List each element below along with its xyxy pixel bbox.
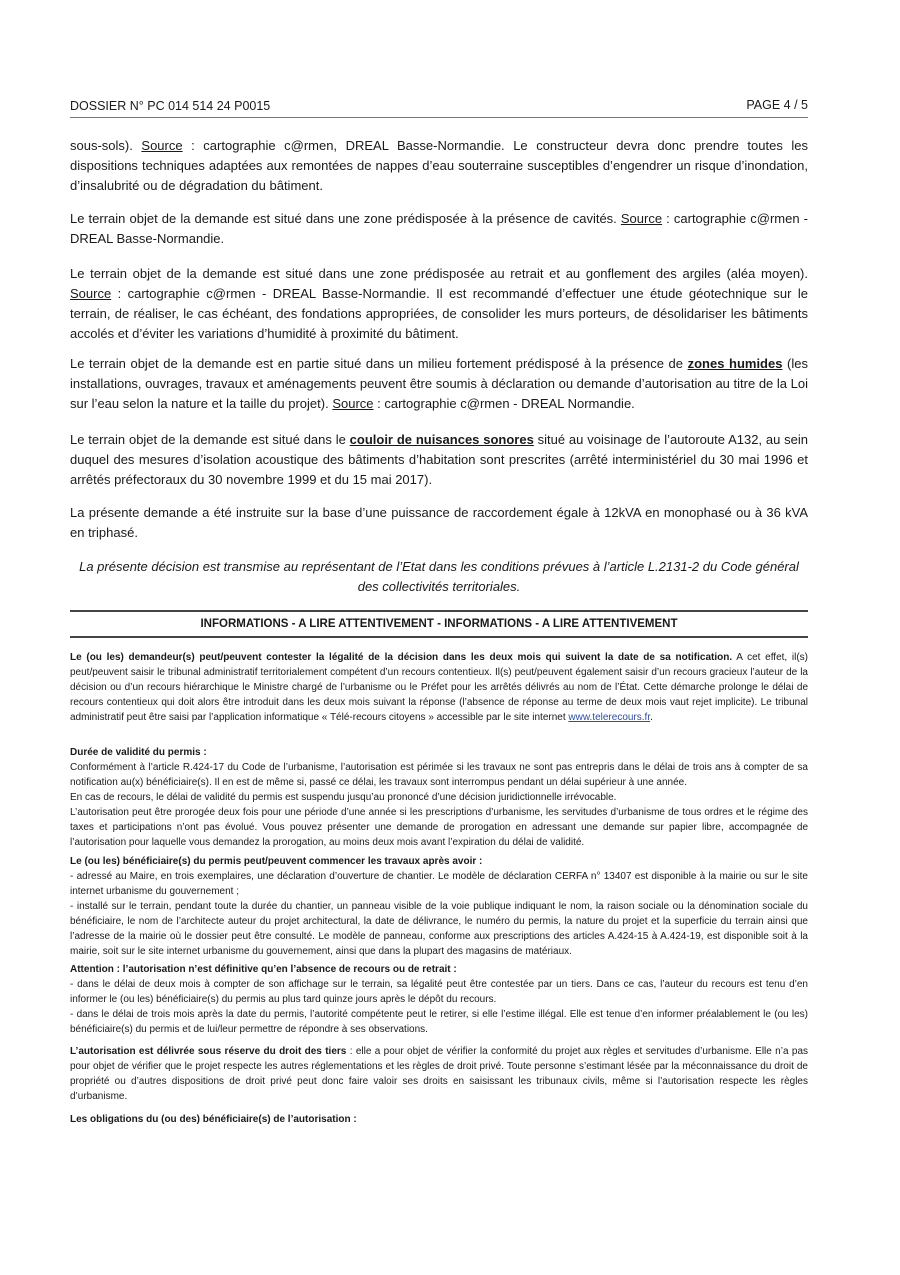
paragraph-noise: Le terrain objet de la demande est situé dans le couloir de nuisances sonores situé au voisinage de l’autoroute A132, au sein duquel des mesures d’isolation acoustique des bâtiments d’habitation sont prescrites (arrêté interministériel du 30 mai 1996 et arrêtés préfectoraux du 30 novembre 1999 et du 15 mai 2017). — [70, 432, 808, 487]
source-label: Source — [141, 138, 183, 153]
info-third-party-rights: L’autorisation est délivrée sous réserve du droit des tiers : elle a pour objet de vérifier la conformité du projet aux règles et servitudes d’urbanisme. Elle n’a pas pour objet de vérifier que le projet respecte les autres réglementations et les règles de droit privé. Toute personne s’estimant lésée par la méconnaissance du droit de propriété ou d’autres dispositions de droit privé peut donc faire valoir ses droits en saisissant les tribunaux civils, même si l’autorisation respecte les règles d’urbanisme. — [70, 1046, 809, 1102]
info-start-works: Le (ou les) bénéficiaire(s) du permis peut/peuvent commencer les travaux après avoir : - adressé au Maire, en trois exemplaires, une déclaration d’ouverture de chantier. Le modèle de déclaration CERFA n° 13407 est disponible à la mairie ou sur le site internet urbanisme du gouvernement ; - installé sur le terrain, pendant toute la durée du chantier, un panneau visible de la voie publique indiquant le nom, la raison sociale ou la dénomination sociale du bénéficiaire, le nom de l’architecte auteur du projet architectural, la date de délivrance, le numéro du permis, la nature du projet et la superficie du terrain ainsi que l’adresse de la mairie où le dossier peut être consulté. Le modèle de panneau, conforme aux prescriptions des articles A.424-15 à A.424-19, est disponible soit à la mairie, soit sur le site internet urbanisme du gouvernement, ainsi que dans la plupart des magasins de matériaux. — [70, 856, 808, 957]
info-contest: Le (ou les) demandeur(s) peut/peuvent contester la légalité de la décision dans les deux mois qui suivent la date de sa notification. A cet effet, il(s) peut/peuvent saisir le tribunal administratif territorialement compétent d’un recours contentieux. Il(s) peut/peuvent également saisir d’un recours gracieux l’auteur de la décision ou d’un recours hiérarchique le Ministre chargé de l’urbanisme ou le Préfet pour les arrêtés délivrés au nom de l’État. Cette démarche prolonge le délai de recours contentieux qui doit alors être introduit dans les deux mois suivant la réponse (l’absence de réponse au terme de deux mois vaut rejet implicite). Le tribunal administratif peut être saisi par l’application informatique « Télé-recours citoyens » accessible par le site internet www.telerecours.fr. — [70, 652, 808, 723]
paragraph-groundwater: sous-sols). Source : cartographie c@rmen, DREAL Basse-Normandie. Le constructeur devra donc prendre toutes les dispositions techniques adaptées aux remontées de nappes d’eau souterraine susceptibles d’engendrer un risque d’inondation, d’insalubrité ou de dégradation du bâtiment. — [70, 138, 808, 193]
wetlands-emphasis: zones humides — [687, 356, 783, 371]
information-banner — [70, 610, 808, 638]
section-title: Les obligations du (ou des) bénéficiaire(s) de l’autorisation : — [70, 1114, 357, 1125]
noise-corridor-emphasis: couloir de nuisances sonores — [349, 432, 534, 447]
prefecture-note: La présente décision est transmise au représentant de l’Etat dans les conditions prévues à l’article L.2131-2 du Code général des collectivités territoriales. — [79, 559, 799, 594]
paragraph-cavities: Le terrain objet de la demande est situé dans une zone prédisposée à la présence de cavités. Source : cartographie c@rmen - DREAL Basse-Normandie. — [70, 211, 808, 246]
section-title: Durée de validité du permis : — [70, 747, 207, 758]
source-label: Source — [620, 211, 663, 226]
info-attention: Attention : l’autorisation n’est définitive qu’en l’absence de recours ou de retrait : - dans le délai de deux mois à compter de son affichage sur le terrain, sa légalité peut être contestée par un tiers. Dans ce cas, l’auteur du recours est tenu d’en informer le (ou les) bénéficiaire(s) du permis au plus tard quinze jours après le dépôt du recours. - dans le délai de trois mois après la date du permis, l’autorité compétente peut le retirer, si elle l’estime illégal. Elle est tenue d’en informer préalablement le (ou les) bénéficiaire(s) du permis et de lui/leur permettre de répondre à ses observations. — [70, 964, 808, 1035]
paragraph-clay: Le terrain objet de la demande est situé dans une zone prédisposée au retrait et au gonflement des argiles (aléa moyen). Source : cartographie c@rmen - DREAL Basse-Normandie. Il est recommandé d’effectuer une étude géotechnique sur le terrain, de réaliser, le cas échéant, des fondations appropriées, de consolider les murs porteurs, de désolidariser les bâtiments accolés et d’éviter les variations d’humidité à proximité du bâtiment. — [70, 266, 808, 341]
info-validity: Durée de validité du permis : Conformément à l’article R.424-17 du Code de l’urbanisme, l’autorisation est périmée si les travaux ne sont pas entrepris dans le délai de trois ans à compter de sa notification au(x) bénéficiaire(s). Il en est de même si, passé ce délai, les travaux sont interrompus pendant un délai supérieur à une année. En cas de recours, le délai de validité du permis est suspendu jusqu’au prononcé d’une décision juridictionnelle irrévocable. L’autorisation peut être prorogée deux fois pour une période d’une année si les prescriptions d’urbanisme, les servitudes d’urbanisme de tous ordres et le régime des taxes et participations n’ont pas évolué. Vous pouvez présenter une demande de prorogation en adressant une demande sur papier libre, accompagnée de l’autorisation pour laquelle vous demandez la prorogation, au moins deux mois avant l’expiration du délai de validité. — [70, 747, 808, 848]
banner-text: INFORMATIONS - A LIRE ATTENTIVEMENT - INFORMATIONS - A LIRE ATTENTIVEMENT — [200, 618, 678, 630]
paragraph-power: La présente demande a été instruite sur la base d’une puissance de raccordement égale à 12kVA en monophasé ou à 36 kVA en triphasé. — [70, 505, 808, 540]
section-title: Le (ou les) bénéficiaire(s) du permis peut/peuvent commencer les travaux après avoir : — [70, 856, 483, 867]
info-obligations — [70, 1112, 808, 1127]
paragraph-wetlands: Le terrain objet de la demande est en partie situé dans un milieu fortement prédisposé à la présence de zones humides (les installations, ouvrages, travaux et aménagements peuvent être soumis à déclaration ou demande d’autorisation au titre de la Loi sur l’eau selon la nature et la taille du projet). Source : cartographie c@rmen - DREAL Normandie. — [70, 356, 809, 411]
source-label: Source — [332, 396, 374, 411]
telerecours-link[interactable]: www.telerecours.fr — [568, 712, 651, 723]
dossier-number: DOSSIER N° PC 014 514 24 P0015 — [70, 99, 271, 113]
page-number: PAGE 4 / 5 — [746, 98, 808, 112]
source-label: Source — [70, 286, 112, 301]
page-header — [70, 97, 808, 118]
section-title: Attention : l’autorisation n’est définitive qu’en l’absence de recours ou de retrait : — [70, 964, 457, 975]
